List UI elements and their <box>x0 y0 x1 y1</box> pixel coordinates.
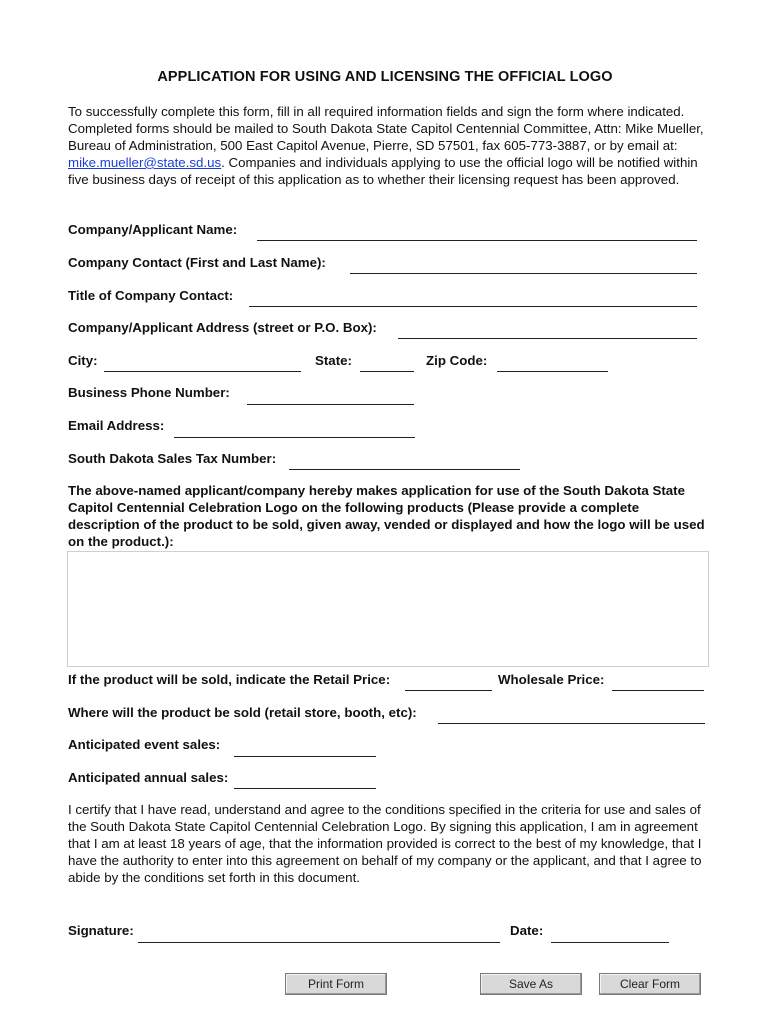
state-field[interactable] <box>360 371 414 372</box>
form-title: APPLICATION FOR USING AND LICENSING THE OFFICIAL LOGO <box>157 69 613 85</box>
email-field[interactable] <box>174 437 415 438</box>
save-as-button[interactable]: Save As <box>480 973 582 995</box>
date-field[interactable] <box>551 942 669 943</box>
product-description-box[interactable] <box>67 551 709 667</box>
date-label: Date: <box>510 923 544 938</box>
phone-label: Business Phone Number: <box>68 385 230 400</box>
zip-label: Zip Code: <box>426 353 488 368</box>
annual-sales-field[interactable] <box>234 788 376 789</box>
city-field[interactable] <box>104 371 301 372</box>
phone-field[interactable] <box>247 404 414 405</box>
print-form-button[interactable]: Print Form <box>285 973 387 995</box>
state-label: State: <box>315 353 352 368</box>
retail-price-label: If the product will be sold, indicate the Retail Price: <box>68 672 391 687</box>
intro-text-part2: . Companies and individuals applying to use the official logo will be notified within five business days of receipt of this application as to whether their licensing request has been approved. <box>68 155 698 187</box>
city-label: City: <box>68 353 98 368</box>
annual-sales-label: Anticipated annual sales: <box>68 770 229 785</box>
event-sales-label: Anticipated event sales: <box>68 737 221 752</box>
contact-title-label: Title of Company Contact: <box>68 288 234 303</box>
intro-text-part1: To successfully complete this form, fill in all required information fields and sign the form where indicated. Completed forms should be mailed to South Dakota State Capitol Centennial Committee, Attn: Mike Mueller, Bureau of Administration, 500 East Capitol Avenue, Pierre, SD 57501, fax 605-773-3887, or by email at: <box>68 104 704 153</box>
address-field[interactable] <box>398 338 697 339</box>
tax-number-label: South Dakota Sales Tax Number: <box>68 451 277 466</box>
contact-name-label: Company Contact (First and Last Name): <box>68 255 326 270</box>
intro-paragraph <box>68 103 708 188</box>
wholesale-price-field[interactable] <box>612 690 704 691</box>
clear-form-button[interactable]: Clear Form <box>599 973 701 995</box>
contact-name-field[interactable] <box>350 273 697 274</box>
signature-field[interactable] <box>138 942 500 943</box>
product-description-prompt: The above-named applicant/company hereby makes application for use of the South Dakota State Capitol Centennial Celebration Logo on the following products (Please provide a complete description of the product to be sold, given away, vended or displayed and how the logo will be used on the product.): <box>68 483 705 549</box>
company-name-field[interactable] <box>257 240 697 241</box>
certification-paragraph: I certify that I have read, understand and agree to the conditions specified in the criteria for use and sales of the South Dakota State Capitol Centennial Celebration Logo. By signing this application, I am in agreement that I am at least 18 years of age, that the information provided is correct to the best of my knowledge, that I have the authority to enter into this agreement on behalf of my company or the applicant, and that I agree to abide by the conditions set forth in this document. <box>68 802 702 885</box>
where-sold-field[interactable] <box>438 723 705 724</box>
email-label: Email Address: <box>68 418 165 433</box>
event-sales-field[interactable] <box>234 756 376 757</box>
company-name-label: Company/Applicant Name: <box>68 222 238 237</box>
wholesale-price-label: Wholesale Price: <box>498 672 605 687</box>
retail-price-field[interactable] <box>405 690 492 691</box>
where-sold-label: Where will the product be sold (retail store, booth, etc): <box>68 705 417 720</box>
address-label: Company/Applicant Address (street or P.O. Box): <box>68 320 377 335</box>
email-link[interactable]: mike.mueller@state.sd.us <box>68 155 222 170</box>
contact-title-field[interactable] <box>249 306 697 307</box>
signature-label: Signature: <box>68 923 134 938</box>
tax-number-field[interactable] <box>289 469 520 470</box>
zip-field[interactable] <box>497 371 608 372</box>
